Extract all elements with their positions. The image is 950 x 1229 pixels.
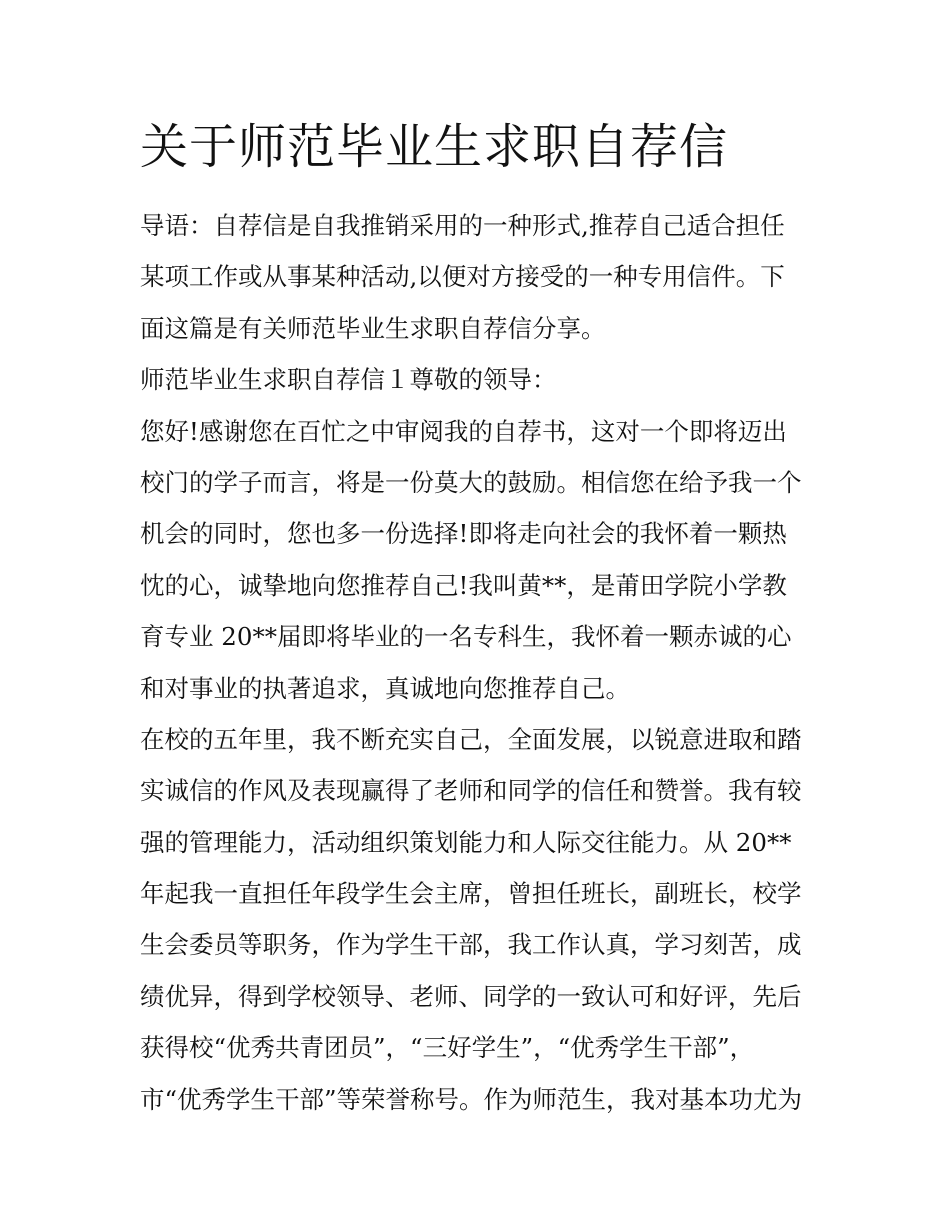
text-line: 年起我一直担任年段学生会主席，曾担任班长，副班长，校学 [140, 879, 802, 909]
text-line: 面这篇是有关师范毕业生求职自荐信分享。 [140, 313, 606, 343]
text-line: 和对事业的执著追求，真诚地向您推荐自己。 [140, 673, 630, 703]
document-content [140, 112, 820, 1125]
text-line: 校门的学子而言，将是一份莫大的鼓励。相信您在给予我一个 [140, 467, 802, 497]
text-line: 导语：自荐信是自我推销采用的一种形式,推荐自己适合担任 [140, 211, 785, 240]
text-line: 市“优秀学生干部”等荣誉称号。作为师范生，我对基本功尤为 [140, 1084, 803, 1114]
text-line: 机会的同时，您也多一份选择!即将走向社会的我怀着一颗热 [140, 519, 787, 549]
text-line: 师范毕业生求职自荐信１尊敬的领导： [140, 365, 557, 395]
text-line: 获得校“优秀共青团员”，“三好学生”，“优秀学生干部”， [140, 1033, 755, 1063]
text-line: 强的管理能力，活动组织策划能力和人际交往能力。从 20** [140, 827, 792, 857]
text-line: 实诚信的作风及表现赢得了老师和同学的信任和赞誉。我有较 [140, 776, 802, 806]
text-line: 某项工作或从事某种活动,以便对方接受的一种专用信件。下 [140, 262, 785, 292]
text-line: 生会委员等职务，作为学生干部，我工作认真，学习刻苦，成 [140, 930, 802, 960]
text-line: 绩优异，得到学校领导、老师、同学的一致认可和好评，先后 [140, 981, 802, 1011]
text-line: 在校的五年里，我不断充实自己，全面发展，以锐意进取和踏 [140, 724, 802, 754]
text-line: 忱的心，诚挚地向您推荐自己!我叫黄**，是莆田学院小学教 [140, 570, 787, 600]
text-line: 育专业 20**届即将毕业的一名专科生，我怀着一颗赤诚的心 [140, 622, 792, 652]
document-body [140, 200, 820, 1125]
text-line: 您好!感谢您在百忙之中审阅我的自荐书，这对一个即将迈出 [140, 416, 787, 446]
document-title: 关于师范毕业生求职自荐信 [140, 119, 729, 175]
